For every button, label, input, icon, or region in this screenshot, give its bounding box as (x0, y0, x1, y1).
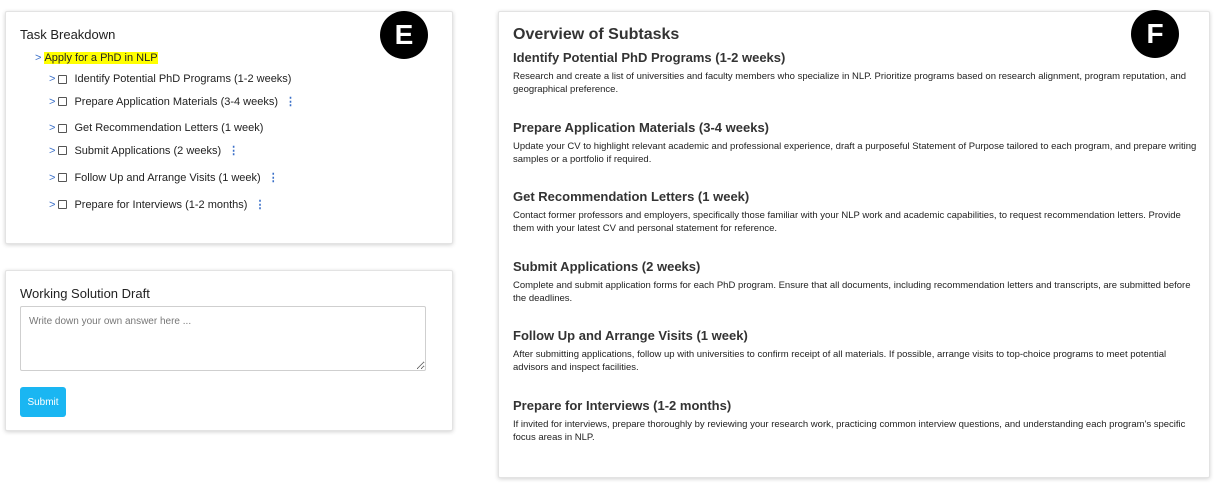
subtask-item[interactable] (49, 122, 263, 134)
subtask-checkbox[interactable] (58, 97, 67, 106)
subtask-section (513, 189, 1199, 235)
section-text: If invited for interviews, prepare thoroughly by reviewing your research work, practicing common interview questions, and understanding each program's specific focus areas in NLP. (513, 419, 1186, 443)
subtask-label: Prepare Application Materials (3-4 weeks) (74, 95, 279, 108)
subtask-section (513, 259, 1199, 305)
more-options-icon[interactable]: ⋮ (267, 172, 279, 184)
subtask-section (513, 120, 1199, 166)
subtask-section (513, 328, 1199, 374)
subtask-checkbox[interactable] (58, 75, 67, 84)
subtask-label: Identify Potential PhD Programs (1-2 weeks) (74, 73, 292, 85)
section-heading: Get Recommendation Letters (1 week) (513, 189, 750, 204)
subtask-item[interactable] (49, 198, 265, 211)
subtask-item[interactable] (49, 144, 239, 157)
chevron-right-icon[interactable]: > (49, 198, 56, 211)
overview-panel (498, 11, 1210, 478)
root-task-label: Apply for a PhD in NLP (44, 52, 158, 64)
section-text: Complete and submit application forms for each PhD program. Ensure that all documents, including recommendation letters and transcripts, are submitted before the deadlines. (513, 280, 1191, 304)
subtask-checkbox[interactable] (58, 146, 67, 155)
overview-title: Overview of Subtasks (513, 26, 680, 43)
panel-label-badge: E (380, 11, 428, 59)
solution-draft-panel (5, 270, 453, 431)
subtask-label: Submit Applications (2 weeks) (74, 144, 222, 157)
section-heading: Submit Applications (2 weeks) (513, 259, 701, 274)
subtask-item[interactable] (49, 171, 279, 184)
section-heading: Prepare for Interviews (1-2 months) (513, 398, 732, 413)
task-breakdown-title: Task Breakdown (20, 27, 116, 42)
more-options-icon[interactable]: ⋮ (254, 199, 266, 211)
draft-title: Working Solution Draft (20, 286, 150, 301)
subtask-checkbox[interactable] (58, 200, 67, 209)
more-options-icon[interactable]: ⋮ (228, 145, 240, 157)
more-options-icon[interactable]: ⋮ (285, 96, 297, 108)
section-text: Research and create a list of universities and faculty members who specialize in NLP. Prioritize programs based on research alignment, program reputation, and geographical preference. (513, 71, 1187, 95)
section-text: Contact former professors and employers, specifically those familiar with your NLP work and academic capabilities, to request recommendation letters. Provide them with your latest CV and personal statement for reference. (513, 210, 1181, 234)
section-heading: Prepare Application Materials (3-4 weeks) (513, 120, 770, 135)
subtask-label: Follow Up and Arrange Visits (1 week) (74, 171, 261, 184)
root-task[interactable] (35, 52, 158, 64)
section-heading: Identify Potential PhD Programs (1-2 weeks) (513, 50, 786, 65)
chevron-right-icon[interactable]: > (49, 171, 56, 184)
chevron-right-icon[interactable]: > (49, 144, 56, 157)
subtask-item[interactable] (49, 73, 291, 85)
chevron-right-icon[interactable]: > (49, 95, 56, 108)
subtask-label: Prepare for Interviews (1-2 months) (74, 198, 248, 211)
chevron-right-icon[interactable]: > (49, 73, 56, 85)
subtask-checkbox[interactable] (58, 124, 67, 133)
section-text: After submitting applications, follow up with universities to confirm receipt of all materials. If possible, arrange visits to top-choice programs to meet potential advisors and inspect facilities. (513, 349, 1167, 373)
section-text: Update your CV to highlight relevant academic and professional experience, draft a purposeful Statement of Purpose tailored to each program, and prepare writing samples or a portfolio if required. (513, 141, 1197, 165)
subtask-checkbox[interactable] (58, 173, 67, 182)
subtask-label: Get Recommendation Letters (1 week) (74, 122, 264, 134)
subtask-item[interactable] (49, 95, 296, 108)
subtask-section (513, 398, 1199, 444)
chevron-right-icon[interactable]: > (35, 52, 42, 64)
answer-textarea[interactable] (20, 306, 426, 371)
chevron-right-icon[interactable]: > (49, 122, 56, 134)
submit-button[interactable]: Submit (20, 387, 66, 417)
panel-label-badge: F (1131, 10, 1179, 58)
subtask-section (513, 50, 1199, 96)
section-heading: Follow Up and Arrange Visits (1 week) (513, 328, 748, 343)
